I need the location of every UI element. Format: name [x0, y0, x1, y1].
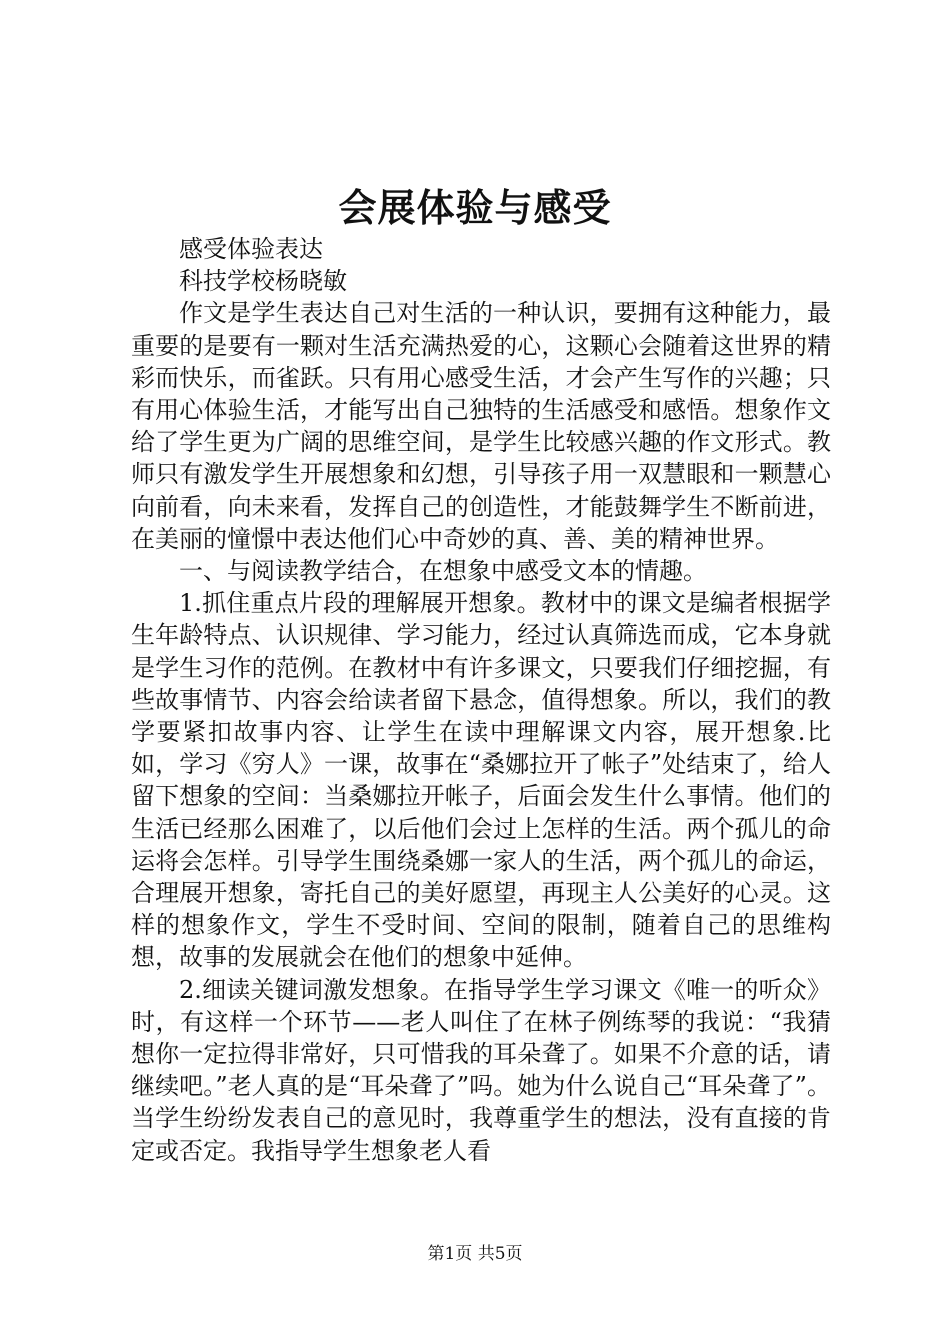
page-footer: 第1页 共5页	[427, 1244, 523, 1264]
document-title: 会展体验与感受	[338, 185, 612, 230]
paragraph-section-heading: 一、与阅读教学结合，在想象中感受文本的情趣。	[179, 557, 707, 586]
paragraph-intro: 作文是学生表达自己对生活的一种认识，要拥有这种能力，最重要的是要有一颗对生活充满热爱的心，这颗心会随着这世界的精彩而快乐，而雀跃。只有用心感受生活，才会产生写作的兴趣；只有用心体验生活，才能写出自己独特的生活感受和感悟。想象作文给了学生更为广阔的思维空间，是学生比较感兴趣的作文形式。教师只有激发学生开展想象和幻想，引导孩子用一双慧眼和一颗慧心向前看，向未来看，发挥自己的创造性，才能鼓舞学生不断前进，在美丽的憧憬中表达他们心中奇妙的真、善、美的精神世界。	[131, 299, 831, 553]
paragraph-subtitle: 感受体验表达	[179, 235, 323, 263]
paragraph-author: 科技学校杨晓敏	[179, 267, 347, 296]
paragraph-point-2: 2.细读关键词激发想象。在指导学生学习课文《唯一的听众》时，有这样一个环节——老人叫住了在林子例练琴的我说：“我猜想你一定拉得非常好，只可惜我的耳朵聋了。如果不介意的话，请继续吧。”老人真的是“耳朵聋了”吗。她为什么说自己“耳朵聋了”。当学生纷纷发表自己的意见时，我尊重学生的想法，没有直接的肯定或否定。我指导学生想象老人看	[131, 975, 831, 1165]
document-body	[131, 233, 831, 1167]
paragraph-point-1: 1.抓住重点片段的理解展开想象。教材中的课文是编者根据学生年龄特点、认识规律、学习能力，经过认真筛选而成，它本身就是学生习作的范例。在教材中有许多课文，只要我们仔细挖掘，有些故事情节、内容会给读者留下悬念，值得想象。所以，我们的教学要紧扣故事内容、让学生在读中理解课文内容，展开想象.比如，学习《穷人》一课，故事在“桑娜拉开了帐子”处结束了，给人留下想象的空间：当桑娜拉开帐子，后面会发生什么事情。他们的生活已经那么困难了，以后他们会过上怎样的生活。两个孤儿的命运将会怎样。引导学生围绕桑娜一家人的生活，两个孤儿的命运，合理展开想象，寄托自己的美好愿望，再现主人公美好的心灵。这样的想象作文，学生不受时间、空间的限制，随着自己的思维构想，故事的发展就会在他们的想象中延伸。	[131, 589, 831, 972]
